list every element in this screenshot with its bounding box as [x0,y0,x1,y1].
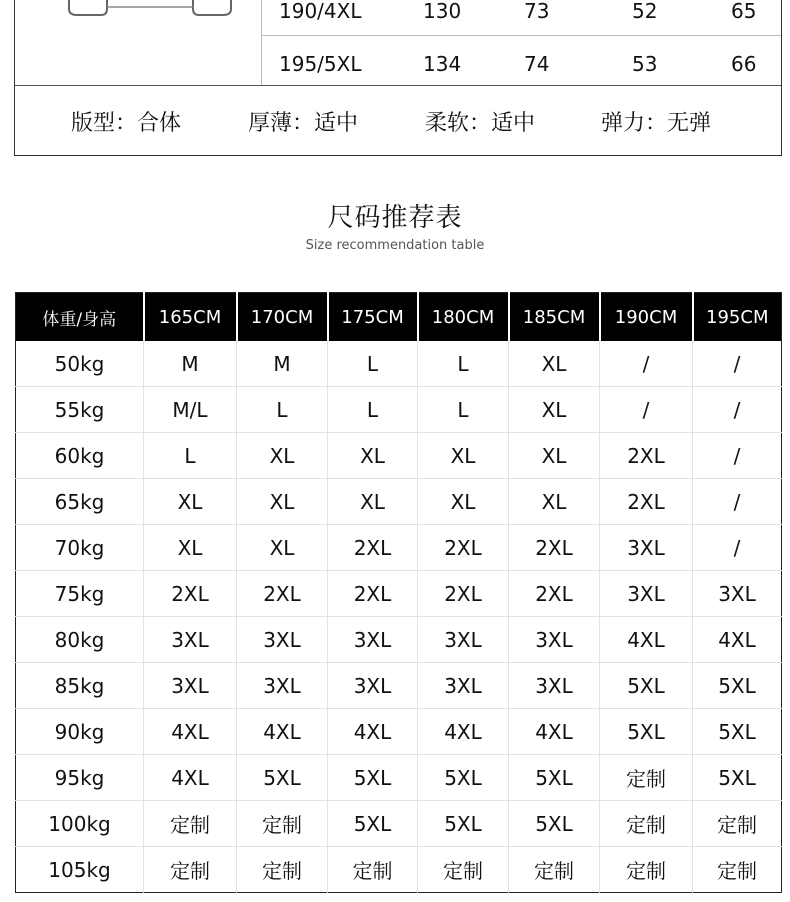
header-height: 195CM [693,293,782,342]
size-cell: XL [509,341,600,387]
size-cell: 4XL [328,709,418,755]
size-cell: 5XL [693,709,782,755]
size-cell: 5XL [328,755,418,801]
size-cell: / [600,387,693,433]
size-cell: 4XL [693,617,782,663]
size-cell: 5XL [509,801,600,847]
size-cell: 3XL [693,571,782,617]
table-row [16,433,782,479]
size-cell: 4XL [237,709,328,755]
size-cell: 2XL [418,525,509,571]
size-cell: / [600,341,693,387]
table-header-row [16,293,782,342]
weight-cell: 90kg [16,709,144,755]
size-cell: / [693,433,782,479]
size-cell: M [144,341,237,387]
size-cell: 3XL [328,663,418,709]
size-cell: 定制 [600,847,693,893]
size-cell: 4XL [144,755,237,801]
size-cell: 2XL [328,525,418,571]
size-table-fragment [14,0,782,156]
weight-cell: 60kg [16,433,144,479]
table-row [16,571,782,617]
attr-fit: 版型：合体 [71,110,182,136]
size-cell: 2XL [600,433,693,479]
size-cell: 定制 [237,801,328,847]
table-row [16,341,782,387]
size-cell: M/L [144,387,237,433]
size-cell: 3XL [600,525,693,571]
size-cell: 2XL [418,571,509,617]
weight-cell: 80kg [16,617,144,663]
header-height: 170CM [237,293,328,342]
size-cell: 定制 [237,847,328,893]
size-cell: 2XL [144,571,237,617]
size-cell: L [418,341,509,387]
weight-cell: 65kg [16,479,144,525]
size-cell: / [693,341,782,387]
attr-elasticity: 弹力：无弹 [601,110,712,136]
size-cell: 定制 [144,801,237,847]
size-cell: XL [328,479,418,525]
attr-softness: 柔软：适中 [425,110,536,136]
size-cell: 5XL [328,801,418,847]
table-row [16,755,782,801]
table-row [16,387,782,433]
size-cell: XL [328,433,418,479]
size-cell: 2XL [509,571,600,617]
size-cell: L [328,387,418,433]
size-cell: 4XL [144,709,237,755]
weight-cell: 105kg [16,847,144,893]
size-cell: L [418,387,509,433]
size-cell: L [237,387,328,433]
header-weight-height: 体重/身高 [16,293,144,342]
size-cell: XL [144,479,237,525]
size-cell: 3XL [418,663,509,709]
size-cell: 3XL [237,663,328,709]
size-cell: 5XL [509,755,600,801]
header-height: 185CM [509,293,600,342]
size-row: 190/4XL 130 73 52 65 [279,0,757,23]
size-cell: 5XL [600,663,693,709]
size-cell: / [693,479,782,525]
size-cell: 5XL [237,755,328,801]
size-cell: 5XL [693,755,782,801]
size-cell: XL [237,479,328,525]
size-cell: XL [144,525,237,571]
size-cell: 定制 [144,847,237,893]
fabric-attributes [15,86,781,156]
size-cell: 3XL [144,617,237,663]
table-row [16,801,782,847]
size-cell: 4XL [600,617,693,663]
size-cell: XL [237,433,328,479]
size-cell: 3XL [509,663,600,709]
size-row: 195/5XL 134 74 53 66 [279,52,757,76]
size-cell: 5XL [693,663,782,709]
size-cell: 定制 [600,755,693,801]
size-cell: 2XL [237,571,328,617]
size-cell: 3XL [237,617,328,663]
size-cell: 定制 [600,801,693,847]
size-cell: / [693,387,782,433]
weight-cell: 100kg [16,801,144,847]
size-cell: XL [509,479,600,525]
header-height: 175CM [328,293,418,342]
size-cell: 定制 [693,847,782,893]
table-row [16,479,782,525]
size-cell: 2XL [509,525,600,571]
size-cell: 3XL [328,617,418,663]
size-cell: 5XL [418,801,509,847]
size-cell: 5XL [418,755,509,801]
size-cell: 3XL [509,617,600,663]
weight-cell: 95kg [16,755,144,801]
garment-illustration-icon [55,0,245,21]
weight-cell: 85kg [16,663,144,709]
size-cell: / [693,525,782,571]
section-subtitle: Size recommendation table [305,238,485,253]
header-height: 180CM [418,293,509,342]
size-cell: XL [509,433,600,479]
size-cell: 3XL [418,617,509,663]
size-cell: XL [237,525,328,571]
attr-thickness: 厚薄：适中 [248,110,359,136]
table-row [16,847,782,893]
size-cell: 定制 [509,847,600,893]
size-cell: XL [509,387,600,433]
size-cell: 3XL [600,571,693,617]
size-cell: 4XL [418,709,509,755]
weight-cell: 70kg [16,525,144,571]
header-height: 190CM [600,293,693,342]
size-cell: 定制 [693,801,782,847]
size-cell: M [237,341,328,387]
size-cell: 2XL [328,571,418,617]
size-cell: 2XL [600,479,693,525]
header-height: 165CM [144,293,237,342]
table-row [16,525,782,571]
section-title: 尺码推荐表 [327,203,463,233]
size-cell: 定制 [418,847,509,893]
weight-cell: 55kg [16,387,144,433]
weight-cell: 75kg [16,571,144,617]
size-recommendation-table [15,292,782,893]
weight-cell: 50kg [54,351,105,376]
size-cell: XL [418,479,509,525]
table-row [16,617,782,663]
size-cell: 定制 [328,847,418,893]
size-cell: XL [418,433,509,479]
size-cell: L [144,433,237,479]
size-cell: L [328,341,418,387]
size-cell: 3XL [144,663,237,709]
table-row [16,709,782,755]
size-cell: 4XL [509,709,600,755]
size-cell: 5XL [600,709,693,755]
table-row [16,663,782,709]
